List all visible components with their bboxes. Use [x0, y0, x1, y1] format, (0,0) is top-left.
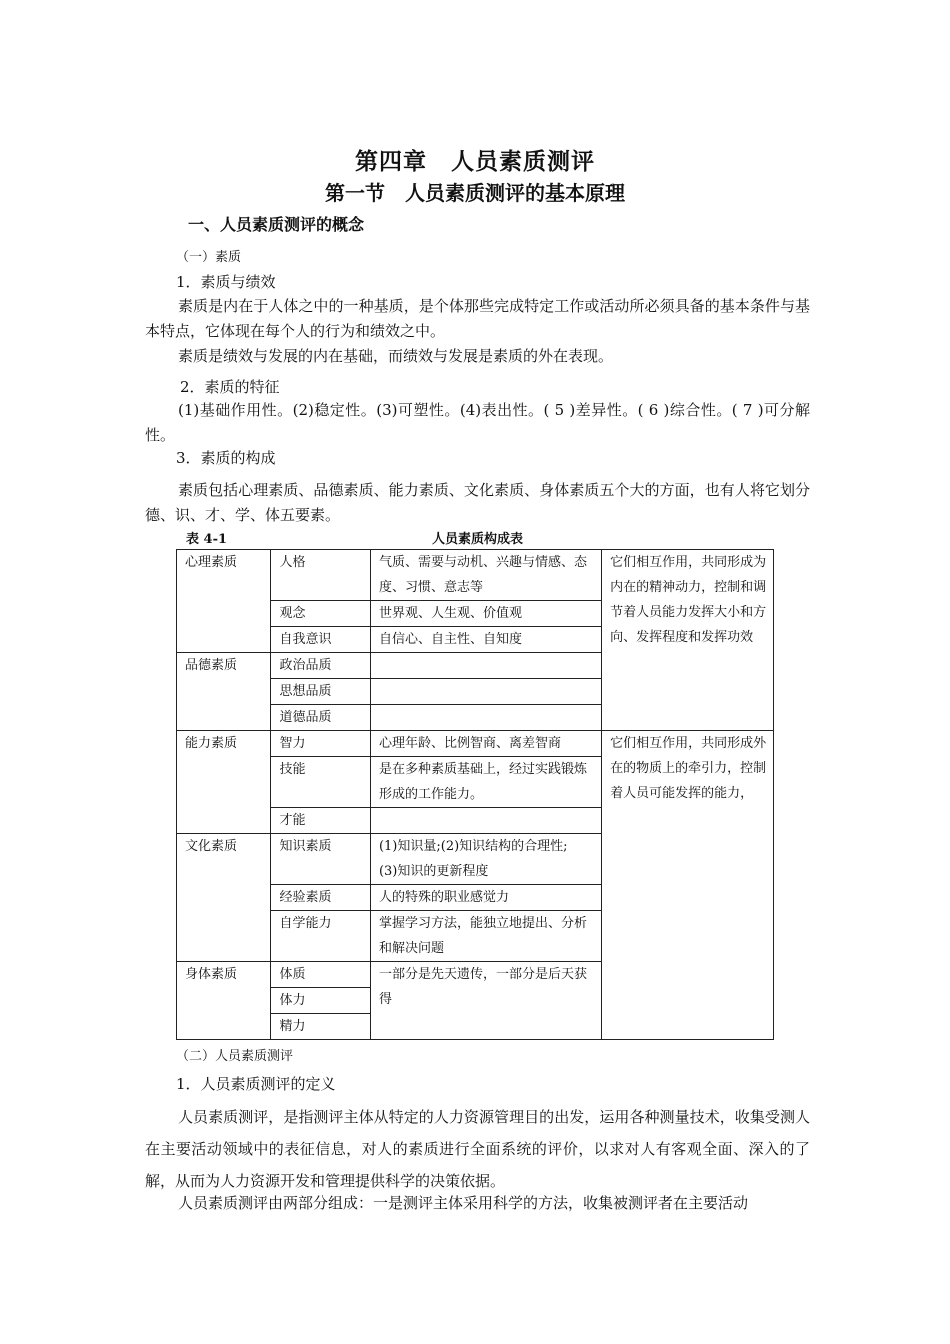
- category-cell: 身体素质: [177, 962, 271, 1040]
- subcategory-cell: 人格: [271, 550, 371, 601]
- category-cell: 文化素质: [177, 834, 271, 962]
- item-quality-performance-title: 1．素质与绩效: [176, 273, 276, 291]
- description-cell: 心理年龄、比例智商、离差智商: [370, 731, 601, 757]
- subheading-assessment: （二）人员素质测评: [176, 1049, 294, 1064]
- table-label: 表 4-1: [186, 532, 228, 547]
- note-cell: 它们相互作用，共同形成为内在的精神动力，控制和调节着人员能力发挥大小和方向、发挥程度和发挥功效: [602, 550, 774, 731]
- description-cell: 一部分是先天遗传，一部分是后天获得: [370, 962, 601, 1040]
- item-quality-features-title: 2．素质的特征: [180, 378, 280, 396]
- subcategory-cell: 自我意识: [271, 627, 371, 653]
- chapter-title: 第四章 人员素质测评: [355, 148, 595, 175]
- paragraph-assessment-definition: 人员素质测评，是指测评主体从特定的人力资源管理目的出发，运用各种测量技术，收集受测人在主要活动领域中的表征信息，对人的素质进行全面系统的评价，以求对人有客观全面、深入的了解，从而为人力资源开发和管理提供科学的决策依据。: [145, 1108, 810, 1190]
- section-title: 第一节 人员素质测评的基本原理: [325, 181, 625, 205]
- paragraph-quality-features: (1)基础作用性。(2)稳定性。(3)可塑性。(4)表出性。( 5 )差异性。( 6 )综合性。( 7 )可分解性。: [145, 401, 810, 444]
- description-cell: 掌握学习方法，能独立地提出、分析和解决问题: [370, 911, 601, 962]
- heading-concept: 一、人员素质测评的概念: [188, 215, 365, 234]
- subcategory-cell: 道德品质: [271, 705, 371, 731]
- note-cell: 它们相互作用，共同形成外在的物质上的牵引力，控制着人员可能发挥的能力，: [602, 731, 774, 1040]
- subcategory-cell: 观念: [271, 601, 371, 627]
- subcategory-cell: 精力: [271, 1014, 371, 1040]
- subcategory-cell: 智力: [271, 731, 371, 757]
- category-cell: 心理素质: [177, 550, 271, 653]
- description-cell: 自信心、自主性、自知度: [370, 627, 601, 653]
- description-cell: (1)知识量;(2)知识结构的合理性; (3)知识的更新程度: [370, 834, 601, 885]
- table-row: [177, 731, 774, 757]
- paragraph-quality-performance: 素质是绩效与发展的内在基础，而绩效与发展是素质的外在表现。: [178, 347, 614, 365]
- subcategory-cell: 经验素质: [271, 885, 371, 911]
- quality-composition-table: [176, 549, 774, 1040]
- description-cell: [370, 705, 601, 731]
- subcategory-cell: 体力: [271, 988, 371, 1014]
- table-title: 人员素质构成表: [432, 532, 524, 547]
- description-cell: [370, 679, 601, 705]
- subcategory-cell: 知识素质: [271, 834, 371, 885]
- subcategory-cell: 自学能力: [271, 911, 371, 962]
- description-cell: [370, 808, 601, 834]
- paragraph-quality-composition: 素质包括心理素质、品德素质、能力素质、文化素质、身体素质五个大的方面，也有人将它划分德、识、才、学、体五要素。: [145, 481, 810, 524]
- category-cell: 能力素质: [177, 731, 271, 834]
- category-cell: 品德素质: [177, 653, 271, 731]
- paragraph-assessment-composition: 人员素质测评由两部分组成：一是测评主体采用科学的方法，收集被测评者在主要活动: [178, 1194, 749, 1212]
- subcategory-cell: 体质: [271, 962, 371, 988]
- description-cell: 是在多种素质基础上，经过实践锻炼形成的工作能力。: [370, 757, 601, 808]
- description-cell: 气质、需要与动机、兴趣与情感、态度、习惯、意志等: [370, 550, 601, 601]
- subcategory-cell: 政治品质: [271, 653, 371, 679]
- description-cell: [370, 653, 601, 679]
- subcategory-cell: 技能: [271, 757, 371, 808]
- description-cell: 人的特殊的职业感觉力: [370, 885, 601, 911]
- subcategory-cell: 思想品质: [271, 679, 371, 705]
- item-assessment-definition-title: 1．人员素质测评的定义: [176, 1075, 336, 1093]
- item-quality-composition-title: 3．素质的构成: [176, 449, 276, 467]
- paragraph-quality-definition: 素质是内在于人体之中的一种基质，是个体那些完成特定工作或活动所必须具备的基本条件与基本特点，它体现在每个人的行为和绩效之中。: [145, 297, 810, 340]
- subheading-quality: （一）素质: [176, 250, 242, 265]
- table-row: [177, 550, 774, 601]
- subcategory-cell: 才能: [271, 808, 371, 834]
- description-cell: 世界观、人生观、价值观: [370, 601, 601, 627]
